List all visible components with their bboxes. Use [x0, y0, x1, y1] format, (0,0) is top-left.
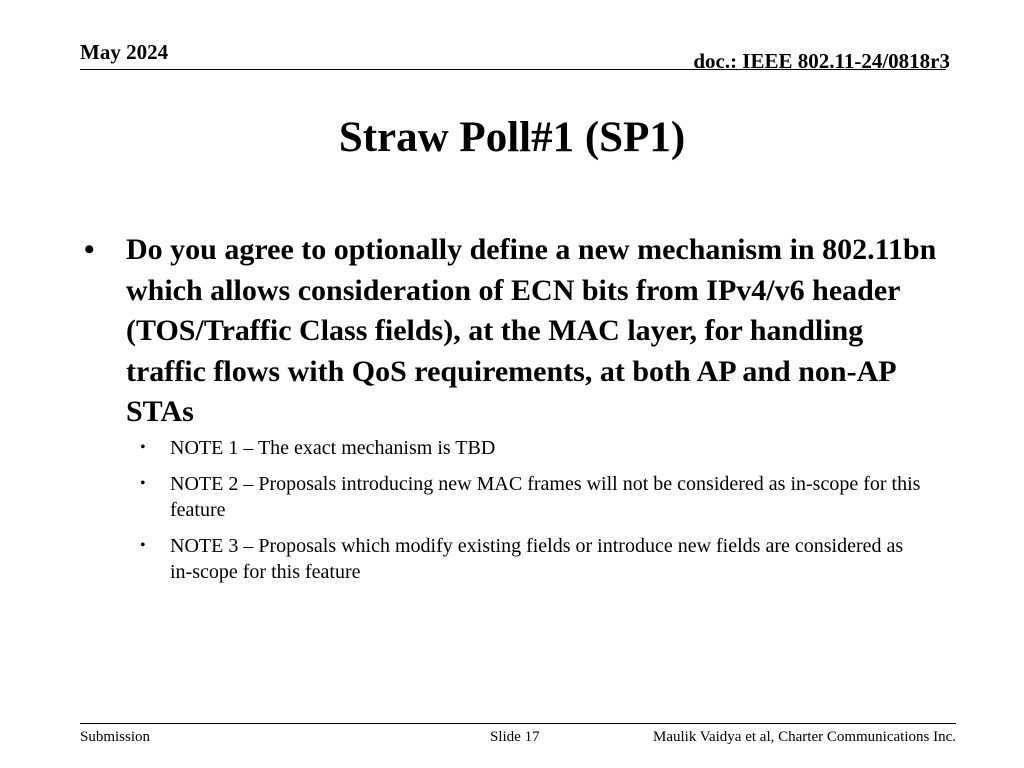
note-item [140, 533, 946, 585]
footer-slide-number: Slide 17 [490, 729, 540, 745]
bullet-icon: • [140, 536, 146, 554]
note-text: NOTE 2 – Proposals introducing new MAC frames will not be considered as in-scope for this feature [170, 472, 921, 521]
bullet-icon: • [140, 474, 146, 492]
bullet-icon: • [84, 233, 95, 266]
header-date: May 2024 [80, 40, 169, 64]
main-bullet-text: Do you agree to optionally define a new mechanism in 802.11bn which allows consideration of ECN bits from IPv4/v6 header (TOS/Traffic Class fields), at the MAC layer, for handling traffic flows with QoS requirements, at both AP and non-AP STAs [126, 233, 937, 428]
note-text: NOTE 3 – Proposals which modify existing fields or introduce new fields are considered as in-scope for this feature [170, 534, 904, 583]
main-bullet [80, 230, 946, 433]
bullet-icon: • [140, 438, 146, 456]
slide-body [80, 230, 946, 595]
note-item [140, 471, 946, 523]
footer-divider [80, 723, 956, 724]
slide-title: Straw Poll#1 (SP1) [338, 114, 686, 161]
header-divider [80, 69, 946, 70]
note-text: NOTE 1 – The exact mechanism is TBD [170, 436, 496, 459]
note-item [140, 435, 946, 461]
footer-submission: Submission [80, 729, 151, 745]
footer-author: Maulik Vaidya et al, Charter Communications Inc. [653, 729, 956, 745]
header-doc-id: doc.: IEEE 802.11-24/0818r3 [693, 49, 950, 73]
note-list [80, 435, 946, 585]
